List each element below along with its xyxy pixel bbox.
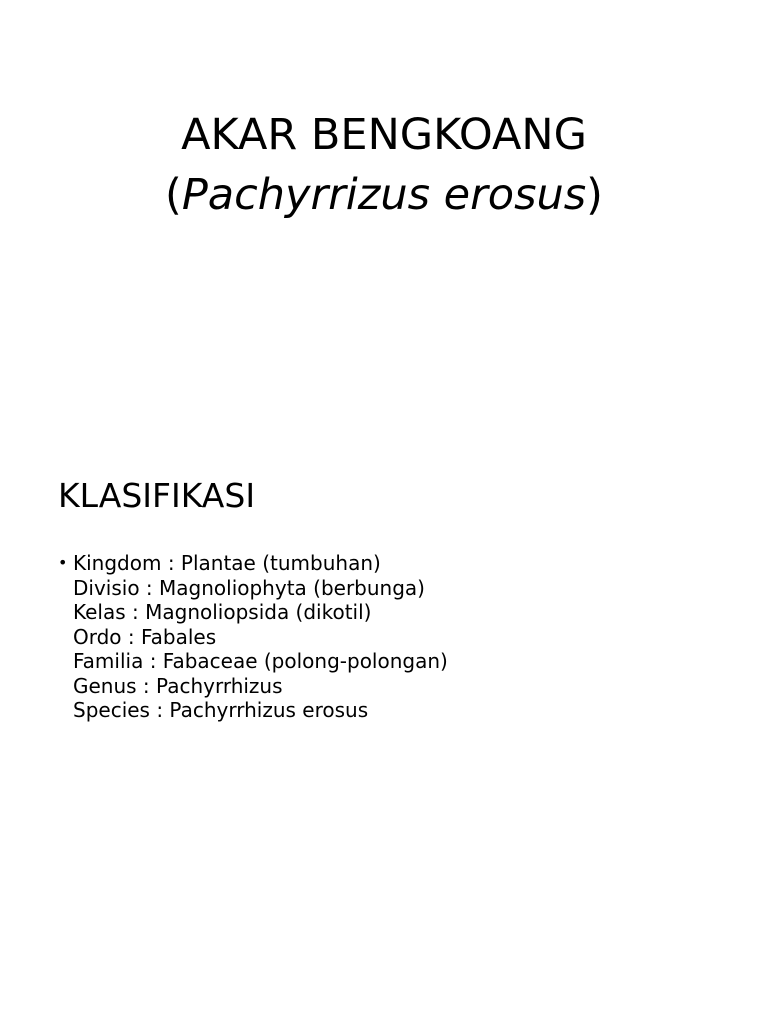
classification-list	[58, 551, 738, 723]
classification-genus: Genus : Pachyrrhizus	[73, 673, 283, 698]
title-close-paren: )	[586, 170, 603, 220]
bullet-icon: •	[58, 553, 68, 572]
title-scientific-name-line	[0, 165, 768, 225]
list-item	[58, 551, 738, 723]
classification-familia: Familia : Fabaceae (polong-polongan)	[73, 649, 448, 673]
classification-kingdom: Kingdom : Plantae (tumbuhan)	[73, 551, 381, 575]
section-heading: KLASIFIKASI	[58, 476, 256, 515]
title-main: AKAR BENGKOANG	[181, 110, 587, 160]
classification-slide	[0, 476, 768, 1024]
slide-title	[0, 105, 768, 225]
title-scientific-name: Pachyrrizus erosus	[181, 170, 587, 220]
classification-kelas: Kelas : Magnoliopsida (dikotil)	[73, 600, 372, 624]
classification-ordo: Ordo : Fabales	[73, 624, 217, 649]
classification-divisio: Divisio : Magnoliophyta (berbunga)	[73, 575, 425, 600]
classification-species: Species : Pachyrrhizus erosus	[73, 698, 369, 722]
title-open-paren: (	[165, 170, 182, 220]
